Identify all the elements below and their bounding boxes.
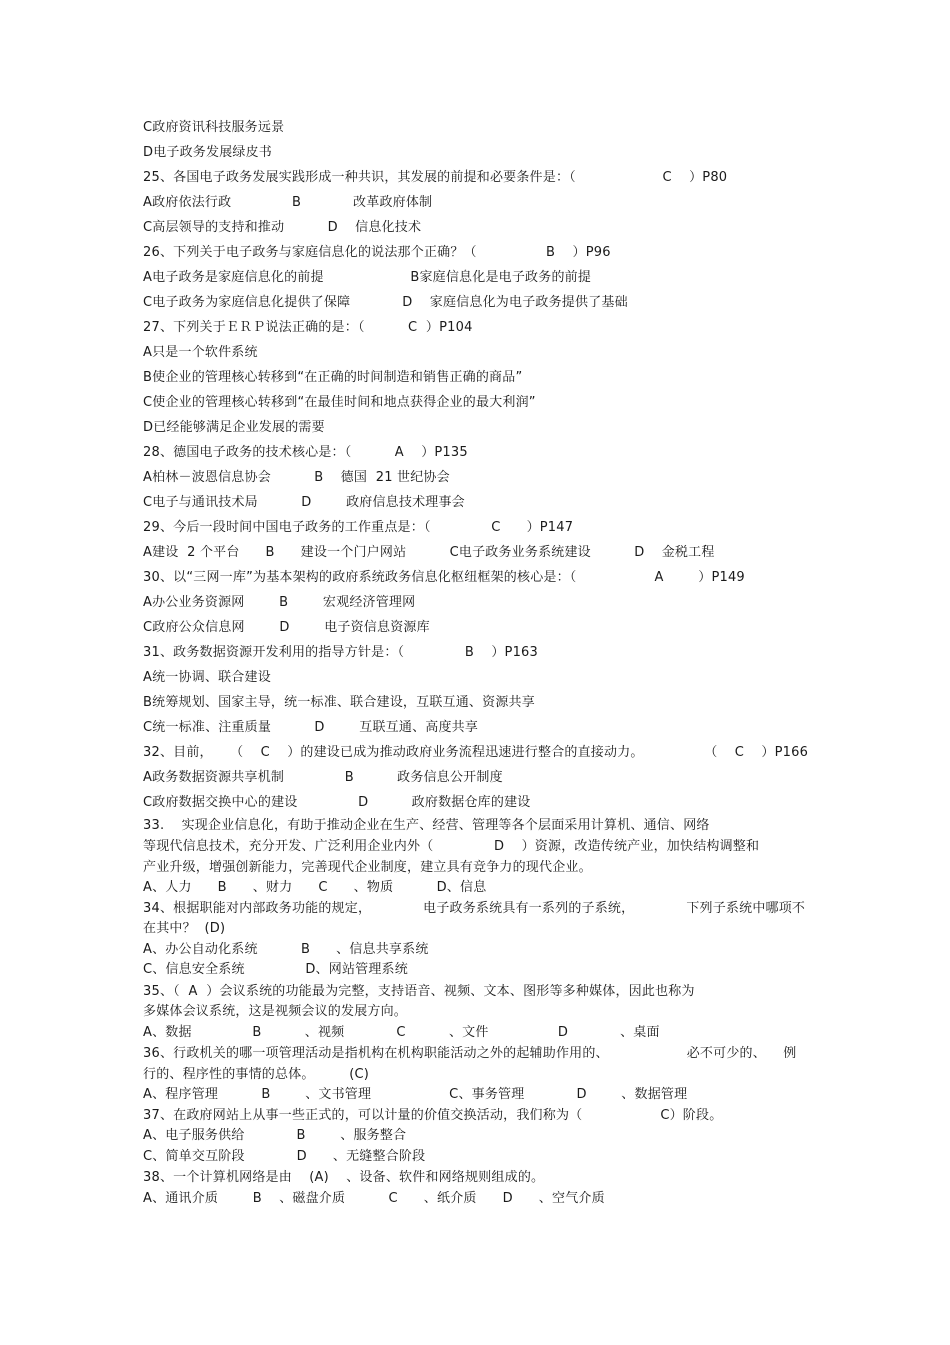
option-line: A、通讯介质 B 、磁盘介质 C 、纸介质 D 、空气介质 — [143, 1191, 605, 1206]
question-29: 29、今后一段时间中国电子政务的工作重点是：（ C ）P147 — [143, 520, 574, 535]
option-line: A、程序管理 B 、文书管理 C、事务管理 D 、数据管理 — [143, 1087, 688, 1102]
option-line: A电子政务是家庭信息化的前提 B家庭信息化是电子政务的前提 — [143, 270, 592, 285]
option-line: A政府依法行政 B 改革政府体制 — [143, 195, 433, 210]
option-line: C电子政务为家庭信息化提供了保障 D 家庭信息化为电子政务提供了基础 — [143, 295, 628, 310]
question-34-cont: 在其中？ (D) — [143, 921, 226, 936]
option-line: A建设 2 个平台 B 建设一个门户网站 C电子政务业务系统建设 D 金税工程 — [143, 545, 715, 560]
question-33-cont: 等现代信息技术，充分开发、广泛利用企业内外（ D ）资源，改造传统产业，加快结构调整和 — [143, 839, 760, 854]
question-36-cont: 行的、程序性的事情的总体。 (C) — [143, 1067, 370, 1082]
option-line: C、简单交互阶段 D 、无缝整合阶段 — [143, 1149, 426, 1164]
question-38: 38、一个计算机网络是由 (A) 、设备、软件和网络规则组成的。 — [143, 1170, 545, 1185]
option-line: B统筹规划、国家主导，统一标准、联合建设，互联互通、资源共享 — [143, 695, 535, 710]
option-line: A、办公自动化系统 B 、信息共享系统 — [143, 942, 429, 957]
option-line: C、信息安全系统 D、网站管理系统 — [143, 962, 408, 977]
question-36: 36、行政机关的哪一项管理活动是指机构在机构职能活动之外的起辅助作用的、 必不可少的、 例 — [143, 1046, 797, 1061]
option-line: A统一协调、联合建设 — [143, 670, 271, 685]
question-31: 31、政务数据资源开发利用的指导方针是：（ B ）P163 — [143, 645, 538, 660]
option-line: A办公业务资源网 B 宏观经济管理网 — [143, 595, 416, 610]
option-line: A政务数据资源共享机制 B 政务信息公开制度 — [143, 770, 503, 785]
option-line: C政府公众信息网 D 电子资信息资源库 — [143, 620, 430, 635]
question-30: 30、以“三网一库”为基本架构的政府系统政务信息化枢纽框架的核心是：（ A ）P149 — [143, 570, 745, 585]
text-line: D电子政务发展绿皮书 — [143, 145, 273, 160]
question-33: 33. 实现企业信息化，有助于推动企业在生产、经营、管理等各个层面采用计算机、通信、网络 — [143, 818, 710, 833]
question-34: 34、根据职能对内部政务功能的规定， 电子政务系统具有一系列的子系统， 下列子系统中哪项不 — [143, 901, 806, 916]
question-32: 32、目前， （ C ）的建设已成为推动政府业务流程迅速进行整合的直接动力。 （ C ）P166 — [143, 745, 809, 760]
text-line: C政府资讯科技服务远景 — [143, 120, 285, 135]
question-33-cont: 产业升级，增强创新能力，完善现代企业制度，建立具有竞争力的现代企业。 — [143, 860, 592, 875]
option-line: C使企业的管理核心转移到“在最佳时间和地点获得企业的最大利润” — [143, 395, 536, 410]
question-26: 26、下列关于电子政务与家庭信息化的说法那个正确？（ B ）P96 — [143, 245, 611, 260]
option-line: C统一标准、注重质量 D 互联互通、高度共享 — [143, 720, 479, 735]
question-27: 27、下列关于ＥＲＰ说法正确的是：（ C ）P104 — [143, 320, 473, 335]
option-line: C政府数据交换中心的建设 D 政府数据仓库的建设 — [143, 795, 531, 810]
question-35-cont: 多媒体会议系统，这是视频会议的发展方向。 — [143, 1004, 408, 1019]
option-line: B使企业的管理核心转移到“在正确的时间制造和销售正确的商品” — [143, 370, 523, 385]
option-line: A、电子服务供给 B 、服务整合 — [143, 1128, 407, 1143]
option-line: C高层领导的支持和推动 D 信息化技术 — [143, 220, 422, 235]
question-25: 25、各国电子政务发展实践形成一种共识，其发展的前提和必要条件是：（ C ）P80 — [143, 170, 728, 185]
option-line: A柏林－波恩信息协会 B 德国 21 世纪协会 — [143, 470, 450, 485]
question-35: 35、（ A ）会议系统的功能最为完整，支持语音、视频、文本、图形等多种媒体，因此也称为 — [143, 984, 695, 999]
question-28: 28、德国电子政务的技术核心是：（ A ）P135 — [143, 445, 468, 460]
option-line: A只是一个软件系统 — [143, 345, 258, 360]
option-line: A、人力 B 、财力 C 、物质 D、信息 — [143, 880, 487, 895]
question-37: 37、在政府网站上从事一些正式的，可以计量的价值交换活动，我们称为（ C）阶段。 — [143, 1108, 723, 1123]
option-line: D已经能够满足企业发展的需要 — [143, 420, 325, 435]
option-line: A、数据 B 、视频 C 、文件 D 、桌面 — [143, 1025, 660, 1040]
option-line: C电子与通讯技术局 D 政府信息技术理事会 — [143, 495, 465, 510]
